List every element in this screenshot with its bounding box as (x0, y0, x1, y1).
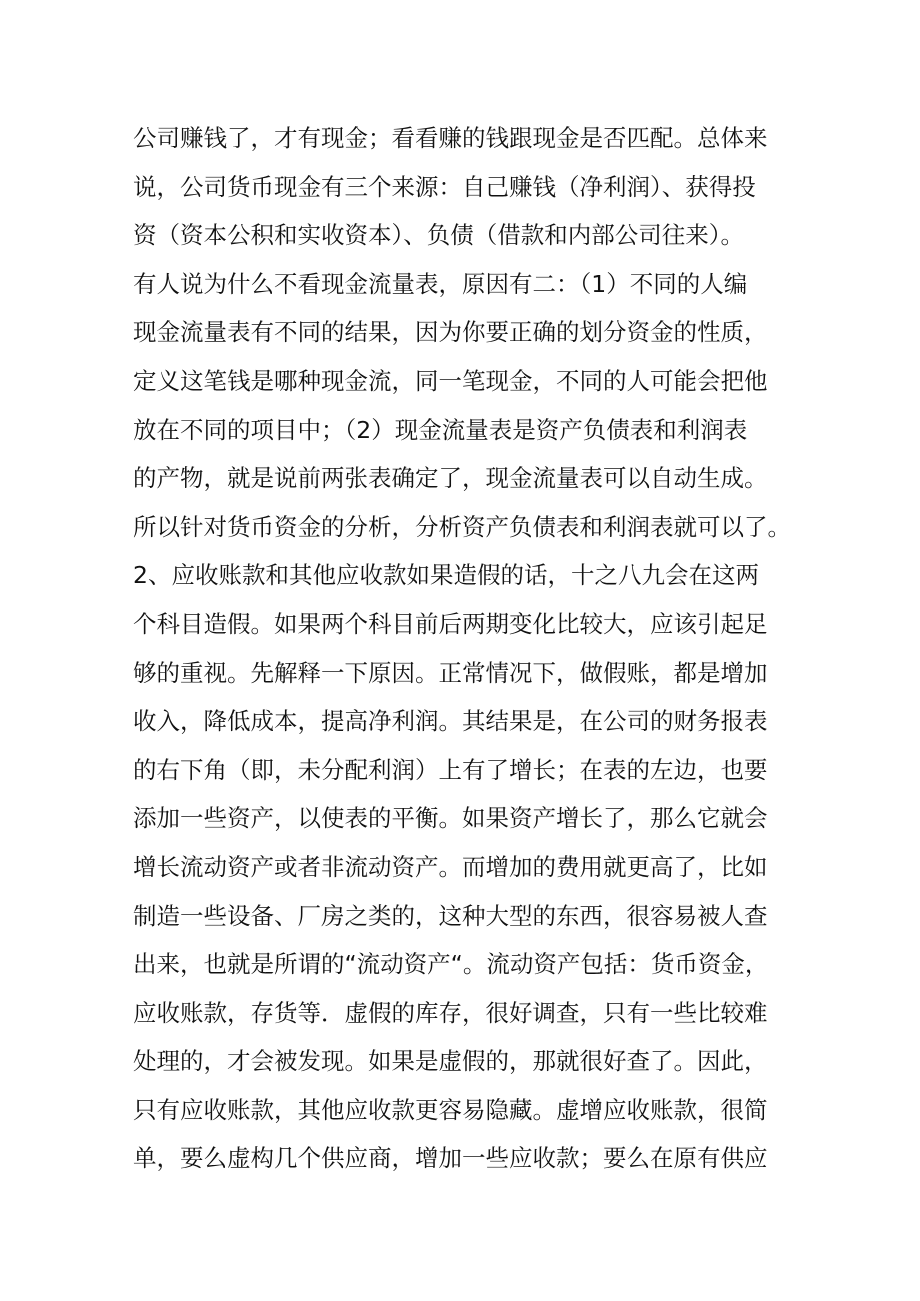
text-line: 只有应收账款，其他应收款更容易隐藏。虚增应收账款，很简 (133, 1095, 768, 1124)
text-line: 有人说为什么不看现金流量表，原因有二：（1）不同的人编 (133, 269, 748, 298)
text-line: 定义这笔钱是哪种现金流，同一笔现金，不同的人可能会把他 (133, 366, 768, 395)
text-line: 处理的，才会被发现。如果是虚假的，那就很好查了。因此， (133, 1047, 768, 1076)
text-line: 够的重视。先解释一下原因。正常情况下，做假账，都是增加 (133, 658, 768, 687)
text-line: 的产物，就是说前两张表确定了，现金流量表可以自动生成。 (133, 464, 768, 493)
text-line: 现金流量表有不同的结果，因为你要正确的划分资金的性质， (133, 318, 768, 347)
text-line: 资（资本公积和实收资本）、负债（借款和内部公司往来）。 (133, 221, 744, 250)
text-line: 个科目造假。如果两个科目前后两期变化比较大，应该引起足 (133, 609, 768, 638)
text-line: 应收账款，存货等．虚假的库存，很好调查，只有一些比较难 (133, 998, 768, 1027)
text-line: 出来，也就是所谓的“流动资产“。流动资产包括：货币资金， (133, 950, 769, 979)
text-line: 增长流动资产或者非流动资产。而增加的费用就更高了，比如 (133, 852, 768, 881)
text-line: 2、应收账款和其他应收款如果造假的话，十之八九会在这两 (133, 561, 759, 590)
text-line: 公司赚钱了，才有现金；看看赚的钱跟现金是否匹配。总体来 (133, 124, 768, 152)
text-line: 放在不同的项目中；（2）现金流量表是资产负债表和利润表 (133, 415, 748, 444)
text-line: 添加一些资产，以使表的平衡。如果资产增长了，那么它就会 (133, 804, 768, 833)
body-text (133, 114, 813, 1183)
text-line: 收入，降低成本，提高净利润。其结果是，在公司的财务报表 (133, 707, 768, 736)
text-line: 制造一些设备、厂房之类的，这种大型的东西，很容易被人查 (133, 901, 768, 930)
text-line: 说，公司货币现金有三个来源：自己赚钱（净利润）、获得投 (133, 172, 756, 201)
text-line: 单，要么虚构几个供应商，增加一些应收款；要么在原有供应 (133, 1144, 768, 1173)
text-line: 的右下角（即，未分配利润）上有了增长；在表的左边，也要 (133, 755, 768, 784)
text-line: 所以针对货币资金的分析，分析资产负债表和利润表就可以了。 (133, 512, 791, 541)
